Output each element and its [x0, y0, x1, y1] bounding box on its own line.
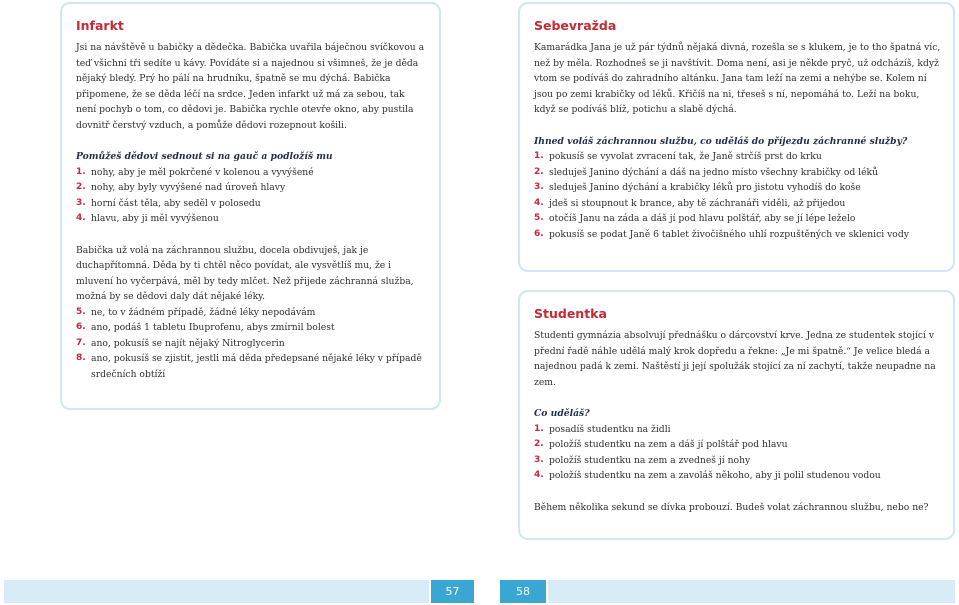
option-text: horní část těla, aby seděl v polosedu: [91, 197, 261, 209]
option-text: ano, pokusíš se najít nějaký Nitroglycerin: [91, 337, 285, 349]
option-number: 2.: [534, 166, 544, 177]
studentka-question: Co uděláš?: [534, 408, 590, 419]
option-text: nohy, aby je měl pokrčené v kolenou a vyvýšené: [91, 166, 314, 178]
option-text: jdeš si stoupnout k brance, aby tě záchranáři viděli, až přijedou: [549, 197, 846, 209]
studentka-options: [534, 422, 941, 484]
option-text: nohy, aby byly vyvýšené nad úroveň hlavy: [91, 182, 286, 193]
option-item: [76, 165, 427, 181]
option-number: 5.: [534, 213, 544, 223]
option-text: sleduješ Janino dýchání a krabičky léků pro jistotu vyhodíš do koše: [549, 182, 861, 193]
option-item: [534, 180, 941, 196]
option-text: položíš studentku na zem a zavoláš někoho, aby ji polil studenou vodou: [549, 470, 881, 481]
option-number: 4.: [534, 470, 544, 480]
option-text: ano, pokusíš se zjistit, jestli má děda předepsané nějaké léky v případě srdečních obtíží: [91, 353, 422, 380]
option-item: [534, 422, 941, 438]
option-text: pokusíš se podat Janě 6 tablet živočišného uhlí rozpuštěných ve sklenici vody: [549, 228, 909, 240]
option-item: [534, 437, 941, 453]
infarkt-title: Infarkt: [76, 18, 124, 33]
infarkt-continuation: Babička už volá na záchrannou službu, docela obdivuješ, jak je duchapřítomná. Děda by ti chtěl něco povídat, ale vysvětlíš mu, že i mluvení ho vyčerpává, měl by tedy mlčet. Než přijede záchranná služba, možná by se dědovi daly dát nějaké léky.: [76, 244, 414, 302]
sebevrazda-title: Sebevražda: [534, 18, 617, 33]
option-item: [76, 211, 427, 227]
option-item: [534, 468, 941, 484]
studentka-title: Studentka: [534, 306, 607, 321]
option-number: 3.: [534, 454, 544, 465]
option-text: hlavu, aby ji měl vyvýšenou: [91, 213, 219, 224]
page-footer: [0, 580, 959, 605]
option-number: 8.: [76, 353, 86, 363]
option-text: posadíš studentku na židli: [549, 423, 671, 435]
option-number: 4.: [534, 197, 544, 208]
studentka-box: [518, 290, 955, 540]
option-text: pokusíš se vyvolat zvracení tak, že Janě strčíš prst do krku: [549, 151, 822, 162]
option-item: [534, 149, 941, 165]
page-number-right-box: [500, 580, 546, 603]
page-number-left-box: [431, 580, 474, 603]
sebevrazda-options: [534, 149, 941, 242]
infarkt-box: [60, 2, 441, 410]
option-number: 4.: [76, 213, 86, 223]
option-number: 3.: [534, 182, 544, 192]
option-item: [76, 196, 427, 212]
option-item: [76, 336, 427, 352]
sebevrazda-intro: Kamarádka Jana je už pár týdnů nějaká divná, rozešla se s klukem, je to tho špatná víc, než by měla. Rozhodneš se ji navštívit. Doma není, asi je někde pryč, už odcházíš, když vtom se podíváš do zahradního altánku. Jana tam leží na zemi a nehýbe se. Kolem ní jsou po zemi krabičky od léků. Křičíš na ni, třeseš s ní, nepomáhá to. Leží na boku, když se podíváš blíž, potichu a slabě dýchá.: [534, 42, 941, 115]
option-item: [76, 305, 427, 321]
option-text: ano, podáš 1 tabletu Ibuprofenu, abys zmírnil bolest: [91, 322, 335, 333]
footer-bar-left: [4, 580, 429, 603]
option-text: otočíš Janu na záda a dáš jí pod hlavu polštář, aby se jí lépe leželo: [549, 213, 856, 224]
option-number: 3.: [76, 197, 86, 208]
page-number-right: 58: [516, 585, 530, 598]
infarkt-intro: Jsi na návštěvě u babičky a dědečka. Babička uvařila báječnou svíčkovou a teď všichni tři sedíte u kávy. Povídáte si a najednou si všimneš, že je děda nějaký bledý. Prý ho pálí na hrudníku, špatně se mu dýchá. Babička připomene, že se děda léčí na srdce. Jeden infarkt už má za sebou, tak není pochyb o tom, co dědovi je. Babička rychle otevře okno, aby pustila dovnitř čerstvý vzduch, a pomůže dědovi rozepnout košili.: [76, 42, 425, 131]
studentka-outro: Během několika sekund se dívka probouzí. Budeš volat záchrannou službu, nebo ne?: [534, 501, 929, 513]
option-text: sleduješ Janino dýchání a dáš na jedno místo všechny krabičky od léků: [549, 166, 879, 178]
option-number: 5.: [76, 306, 86, 317]
option-number: 7.: [76, 337, 86, 348]
option-number: 1.: [534, 151, 544, 161]
option-number: 2.: [534, 439, 544, 449]
option-item: [534, 196, 941, 212]
option-text: položíš studentku na zem a dáš jí polštář pod hlavu: [549, 439, 788, 450]
option-number: 6.: [534, 228, 544, 239]
infarkt-options-2: [76, 305, 427, 383]
option-item: [534, 211, 941, 227]
option-item: [76, 351, 427, 382]
studentka-intro: Studenti gymnázia absolvují přednášku o dárcovství krve. Jedna ze studentek stojící v přední řadě náhle udělá malý krok dopředu a řekne: „Je mi špatně.“ Je velice bledá a najednou padá k zemi. Naštěstí ji její spolužák stojící za ní zachytí, takže neupadne na zem.: [534, 330, 936, 388]
option-item: [534, 453, 941, 469]
option-item: [76, 320, 427, 336]
option-text: položíš studentku na zem a zvedneš jí nohy: [549, 454, 751, 466]
option-text: ne, to v žádném případě, žádné léky nepodávám: [91, 306, 316, 318]
sebevrazda-question: Ihned voláš záchrannou službu, co uděláš do příjezdu záchranné služby?: [534, 135, 908, 147]
footer-bar-right: [548, 580, 955, 603]
option-number: 1.: [76, 166, 86, 177]
option-item: [76, 180, 427, 196]
sebevrazda-box: [518, 2, 955, 272]
option-item: [534, 165, 941, 181]
option-number: 2.: [76, 182, 86, 192]
infarkt-question: Pomůžeš dědovi sednout si na gauč a podložíš mu: [76, 151, 333, 162]
infarkt-options: [76, 165, 427, 227]
option-item: [534, 227, 941, 243]
option-number: 1.: [534, 423, 544, 434]
page-number-left: 57: [445, 585, 460, 598]
option-number: 6.: [76, 322, 86, 332]
